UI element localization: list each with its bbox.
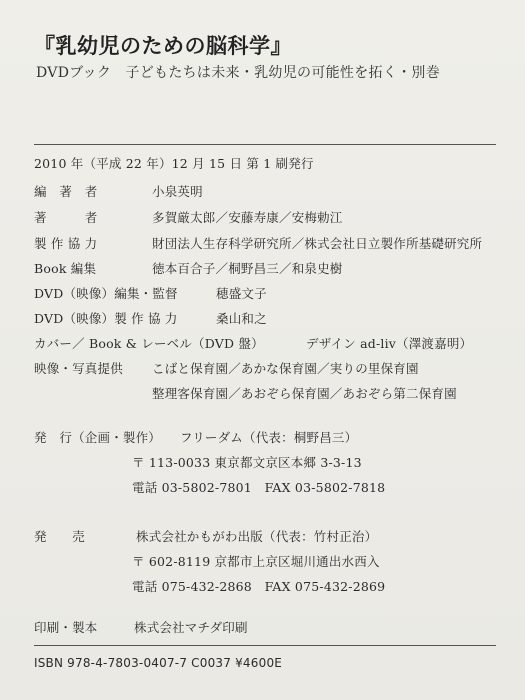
distributor-address: 〒 602-8119 京都市上京区堀川通出水西入 <box>132 554 380 569</box>
book-title: 『乳幼児のための脳科学』 <box>34 33 292 58</box>
publisher-name: フリーダム（代表：桐野昌三） <box>180 430 358 445</box>
issue-date: 2010 年（平成 22 年）12 月 15 日 第 1 刷発行 <box>34 156 314 171</box>
isbn: ISBN 978-4-7803-0407-7 C0037 ¥4600E <box>34 656 283 670</box>
credit-label: 映像・写真提供 <box>34 361 123 376</box>
credit-footage-continued: 整理客保育園／あおぞら保育園／あおぞら第二保育園 <box>152 386 457 401</box>
credit-label: 著 者 <box>34 210 98 225</box>
credit-value: 桑山和之 <box>216 311 267 326</box>
credit-value: デザイン ad-liv（澤渡嘉明） <box>306 336 473 351</box>
distributor-label: 発 売 <box>34 529 85 544</box>
credit-label: Book 編集 <box>34 261 97 276</box>
publisher-phone: 電話 03-5802-7801 FAX 03-5802-7818 <box>132 480 386 495</box>
publisher-address: 〒 113-0033 東京都文京区本郷 3-3-13 <box>132 455 362 470</box>
printing-value: 株式会社マチダ印刷 <box>134 620 248 635</box>
bottom-rule <box>34 645 496 646</box>
distributor-phone: 電話 075-432-2868 FAX 075-432-2869 <box>132 579 386 594</box>
credit-value: 徳本百合子／桐野昌三／和泉史樹 <box>152 261 343 276</box>
credit-value: 財団法人生存科学研究所／株式会社日立製作所基礎研究所 <box>152 236 483 251</box>
printing-label: 印刷・製本 <box>34 620 98 635</box>
credit-value: 多賀厳太郎／安藤寿康／安梅勅江 <box>152 210 343 225</box>
credit-label: DVD（映像）編集・監督 <box>34 286 178 301</box>
book-subtitle: DVDブック 子どもたちは未来・乳幼児の可能性を拓く・別巻 <box>36 65 441 81</box>
top-rule <box>34 144 496 145</box>
credit-value: 穂盛文子 <box>216 286 267 301</box>
publisher-label: 発 行（企画・製作） <box>34 430 162 445</box>
distributor-name: 株式会社かもがわ出版（代表：竹村正治） <box>136 529 378 544</box>
credit-label: DVD（映像）製 作 協 力 <box>34 311 178 326</box>
credit-value: 小泉英明 <box>152 184 203 199</box>
credit-value: こばと保育園／あかな保育園／実りの里保育園 <box>152 361 419 376</box>
credit-label: カバー／ Book & レーベル（DVD 盤） <box>34 336 264 351</box>
credit-label: 編 著 者 <box>34 184 98 199</box>
credit-label: 製 作 協 力 <box>34 236 98 251</box>
